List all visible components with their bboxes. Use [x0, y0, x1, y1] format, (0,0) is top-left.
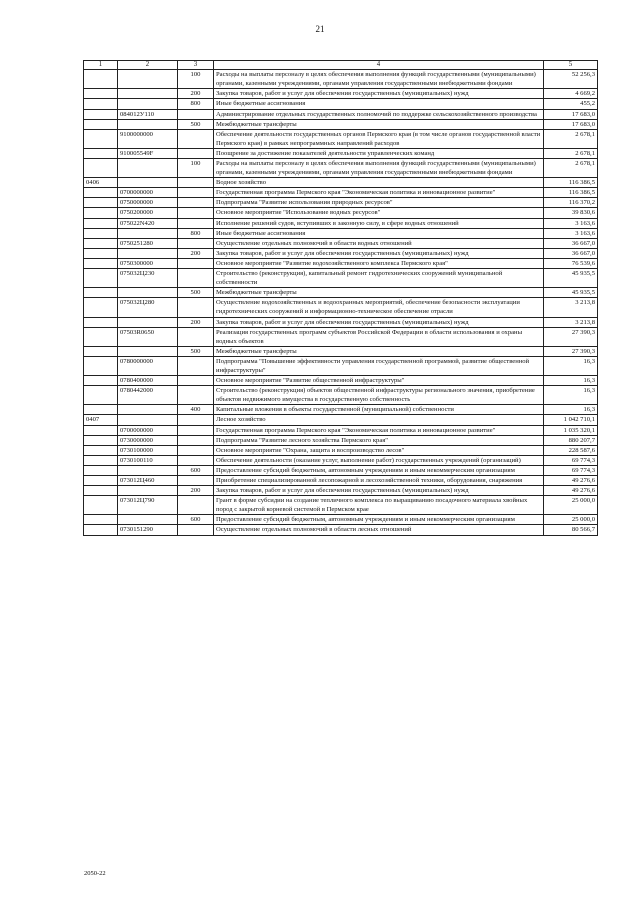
description: Иные бюджетные ассигнования [214, 99, 544, 109]
table-row [84, 376, 598, 386]
table-row [84, 425, 598, 435]
expense-type [178, 198, 214, 208]
description: Приобретение специализированной лесопожарной и лесохозяйственной техники, оборудования, снаряжения [214, 476, 544, 486]
target-code: 075032Ц280 [118, 298, 178, 317]
section-code [84, 129, 118, 148]
target-code [118, 515, 178, 525]
description: Предоставление субсидий бюджетным, автономным учреждениям и иным некоммерческим организациям [214, 465, 544, 475]
target-code: 0780000000 [118, 356, 178, 375]
target-code: 0750000000 [118, 198, 178, 208]
table-row [84, 109, 598, 119]
target-code: 075032Ц230 [118, 269, 178, 288]
section-code [84, 188, 118, 198]
section-code [84, 248, 118, 258]
description: Исполнение решений судов, вступивших в законную силу, в сфере водных отношений [214, 218, 544, 228]
table-row [84, 327, 598, 346]
expense-type [178, 525, 214, 535]
amount: 455,2 [544, 99, 598, 109]
expense-type: 200 [178, 248, 214, 258]
section-code [84, 425, 118, 435]
expense-type [178, 258, 214, 268]
amount: 16,3 [544, 376, 598, 386]
target-code [118, 99, 178, 109]
description: Осуществление водохозяйственных и водоохранных мероприятий, обеспечение безопасности эксплуатации гидротехнических сооружений и информационно-техническое обеспечение отрасли [214, 298, 544, 317]
section-code [84, 148, 118, 158]
target-code: 073012Ц790 [118, 496, 178, 515]
section-code [84, 476, 118, 486]
target-code: 075022N420 [118, 218, 178, 228]
page-number: 21 [315, 24, 325, 34]
description: Грант в форме субсидии на создание тепличного комплекса по выращиванию посадочного материала хвойных пород с закрытой корневой системой в Пермском крае [214, 496, 544, 515]
section-code [84, 376, 118, 386]
expense-type [178, 298, 214, 317]
table-row [84, 198, 598, 208]
table-row [84, 455, 598, 465]
section-code: 0406 [84, 178, 118, 188]
amount: 2 678,1 [544, 129, 598, 148]
expense-type [178, 386, 214, 405]
expense-type [178, 415, 214, 425]
description: Подпрограмма "Развитие использования природных ресурсов" [214, 198, 544, 208]
description: Расходы на выплаты персоналу в целях обеспечения выполнения функций государственными (муниципальными) органами, казенными учреждениями, органами управления государственными внебюджетными фондами [214, 159, 544, 178]
target-code: 0700000000 [118, 425, 178, 435]
target-code [118, 178, 178, 188]
section-code [84, 496, 118, 515]
expense-type: 100 [178, 159, 214, 178]
target-code: 07503R0650 [118, 327, 178, 346]
expense-type: 500 [178, 119, 214, 129]
table-row [84, 496, 598, 515]
amount: 1 042 710,1 [544, 415, 598, 425]
expense-type [178, 445, 214, 455]
section-code [84, 159, 118, 178]
expense-type [178, 148, 214, 158]
table-row [84, 238, 598, 248]
section-code [84, 486, 118, 496]
description: Закупка товаров, работ и услуг для обеспечения государственных (муниципальных) нужд [214, 89, 544, 99]
header-col-3: 3 [178, 61, 214, 70]
expense-type: 800 [178, 99, 214, 109]
table-row [84, 445, 598, 455]
description: Поощрение за достижение показателей деятельности управленческих команд [214, 148, 544, 158]
expense-type [178, 109, 214, 119]
target-code: 0700000000 [118, 188, 178, 198]
amount: 36 667,0 [544, 238, 598, 248]
expense-type: 600 [178, 515, 214, 525]
target-code [118, 288, 178, 298]
description: Основное мероприятие "Развитие общественной инфраструктуры" [214, 376, 544, 386]
description: Закупка товаров, работ и услуг для обеспечения государственных (муниципальных) нужд [214, 317, 544, 327]
table-row [84, 269, 598, 288]
expense-type [178, 238, 214, 248]
target-code [118, 159, 178, 178]
target-code: 0750300000 [118, 258, 178, 268]
table-row [84, 70, 598, 89]
expense-type: 200 [178, 317, 214, 327]
target-code: 0780400000 [118, 376, 178, 386]
expense-type: 200 [178, 89, 214, 99]
section-code [84, 346, 118, 356]
section-code [84, 435, 118, 445]
amount: 17 683,0 [544, 109, 598, 119]
target-code: 0780442000 [118, 386, 178, 405]
amount: 45 935,5 [544, 288, 598, 298]
amount: 3 213,8 [544, 317, 598, 327]
target-code [118, 346, 178, 356]
amount: 49 276,6 [544, 476, 598, 486]
amount: 228 587,6 [544, 445, 598, 455]
amount: 3 163,6 [544, 218, 598, 228]
table-row [84, 415, 598, 425]
section-code [84, 515, 118, 525]
description: Администрирование отдельных государственных полномочий по поддержке сельскохозяйственного производства [214, 109, 544, 119]
table-row [84, 356, 598, 375]
section-code [84, 445, 118, 455]
description: Осуществление отдельных полномочий в области лесных отношений [214, 525, 544, 535]
section-code [84, 317, 118, 327]
header-col-1: 1 [84, 61, 118, 70]
amount: 80 566,7 [544, 525, 598, 535]
description: Основное мероприятие "Использование водных ресурсов" [214, 208, 544, 218]
target-code: 084012У110 [118, 109, 178, 119]
description: Осуществление отдельных полномочий в области водных отношений [214, 238, 544, 248]
section-code [84, 405, 118, 415]
expense-type [178, 178, 214, 188]
description: Обеспечение деятельности государственных органов Пермского края (в том числе органов государственной власти Пермского края) в рамках непрограммных направлений расходов [214, 129, 544, 148]
section-code [84, 218, 118, 228]
section-code [84, 89, 118, 99]
amount: 69 774,3 [544, 455, 598, 465]
expense-type: 500 [178, 346, 214, 356]
description: Подпрограмма "Повышение эффективности управления государственной программой, развитие общественной инфраструктуры" [214, 356, 544, 375]
target-code: 073012Ц460 [118, 476, 178, 486]
table-row [84, 486, 598, 496]
description: Капитальные вложения в объекты государственной (муниципальной) собственности [214, 405, 544, 415]
target-code: 0730100110 [118, 455, 178, 465]
description: Межбюджетные трансферты [214, 119, 544, 129]
table-row [84, 129, 598, 148]
amount: 16,3 [544, 356, 598, 375]
description: Основное мероприятие "Развитие водохозяйственного комплекса Пермского края" [214, 258, 544, 268]
expense-type: 400 [178, 405, 214, 415]
description: Расходы на выплаты персоналу в целях обеспечения выполнения функций государственными (муниципальными) органами, казенными учреждениями, органами управления государственными внебюджетными фондами [214, 70, 544, 89]
section-code [84, 455, 118, 465]
table-body [84, 70, 598, 535]
amount: 49 276,6 [544, 486, 598, 496]
amount: 36 667,0 [544, 248, 598, 258]
header-col-5: 5 [544, 61, 598, 70]
amount: 4 669,2 [544, 89, 598, 99]
amount: 52 256,3 [544, 70, 598, 89]
amount: 2 678,1 [544, 148, 598, 158]
header-col-2: 2 [118, 61, 178, 70]
amount: 880 207,7 [544, 435, 598, 445]
amount: 25 000,0 [544, 515, 598, 525]
section-code [84, 327, 118, 346]
description: Водное хозяйство [214, 178, 544, 188]
expense-type [178, 327, 214, 346]
table-row [84, 178, 598, 188]
section-code [84, 198, 118, 208]
target-code: 9100000000 [118, 129, 178, 148]
expense-type: 600 [178, 465, 214, 475]
table-row [84, 89, 598, 99]
expense-type [178, 455, 214, 465]
description: Государственная программа Пермского края "Экономическая политика и инновационное развитие" [214, 188, 544, 198]
expense-type [178, 376, 214, 386]
description: Предоставление субсидий бюджетным, автономным учреждениям и иным некоммерческим организациям [214, 515, 544, 525]
description: Обеспечение деятельности (оказание услуг, выполнение работ) государственных учреждений (организаций) [214, 455, 544, 465]
table-row [84, 258, 598, 268]
amount: 27 390,3 [544, 327, 598, 346]
amount: 39 830,6 [544, 208, 598, 218]
expense-type [178, 496, 214, 515]
target-code [118, 486, 178, 496]
table-row [84, 405, 598, 415]
table-row [84, 346, 598, 356]
expense-type [178, 435, 214, 445]
amount: 76 539,6 [544, 258, 598, 268]
amount: 25 000,0 [544, 496, 598, 515]
amount: 3 213,8 [544, 298, 598, 317]
target-code [118, 465, 178, 475]
table-header [84, 61, 598, 70]
amount: 116 386,5 [544, 188, 598, 198]
expense-type [178, 188, 214, 198]
description: Государственная программа Пермского края "Экономическая политика и инновационное развитие" [214, 425, 544, 435]
expense-type [178, 425, 214, 435]
table-row [84, 218, 598, 228]
description: Строительство (реконструкция), капитальный ремонт гидротехнических сооружений муниципальной собственности [214, 269, 544, 288]
section-code [84, 356, 118, 375]
target-code [118, 317, 178, 327]
amount: 17 683,0 [544, 119, 598, 129]
table-row [84, 208, 598, 218]
description: Закупка товаров, работ и услуг для обеспечения государственных (муниципальных) нужд [214, 486, 544, 496]
table-row [84, 119, 598, 129]
table-row [84, 435, 598, 445]
expense-type [178, 269, 214, 288]
section-code [84, 119, 118, 129]
table-row [84, 298, 598, 317]
section-code [84, 228, 118, 238]
section-code: 0407 [84, 415, 118, 425]
table-row [84, 99, 598, 109]
target-code [118, 415, 178, 425]
budget-table [83, 60, 598, 536]
expense-type: 100 [178, 70, 214, 89]
description: Строительство (реконструкция) объектов общественной инфраструктуры регионального значения, приобретение объектов недвижимого имущества в государственную собственность [214, 386, 544, 405]
table-row [84, 288, 598, 298]
section-code [84, 208, 118, 218]
table-row [84, 386, 598, 405]
expense-type [178, 476, 214, 486]
target-code [118, 248, 178, 258]
target-code [118, 405, 178, 415]
table-row [84, 515, 598, 525]
amount: 69 774,3 [544, 465, 598, 475]
table-row [84, 476, 598, 486]
section-code [84, 99, 118, 109]
section-code [84, 465, 118, 475]
amount: 1 035 320,1 [544, 425, 598, 435]
header-col-4: 4 [214, 61, 544, 70]
section-code [84, 386, 118, 405]
expense-type [178, 356, 214, 375]
section-code [84, 238, 118, 248]
amount: 45 935,5 [544, 269, 598, 288]
table-row [84, 317, 598, 327]
section-code [84, 258, 118, 268]
target-code [118, 119, 178, 129]
target-code [118, 89, 178, 99]
table-row [84, 248, 598, 258]
amount: 16,3 [544, 386, 598, 405]
amount: 16,3 [544, 405, 598, 415]
description: Реализация государственных программ субъектов Российской Федерации в области использования и охраны водных объектов [214, 327, 544, 346]
description: Иные бюджетные ассигнования [214, 228, 544, 238]
target-code: 0730151290 [118, 525, 178, 535]
section-code [84, 525, 118, 535]
expense-type [178, 208, 214, 218]
section-code [84, 298, 118, 317]
description: Закупка товаров, работ и услуг для обеспечения государственных (муниципальных) нужд [214, 248, 544, 258]
footer-code: 2050-22 [84, 870, 106, 877]
table-row [84, 148, 598, 158]
table-row [84, 525, 598, 535]
description: Лесное хозяйство [214, 415, 544, 425]
expense-type [178, 129, 214, 148]
target-code: 0750251280 [118, 238, 178, 248]
description: Межбюджетные трансферты [214, 288, 544, 298]
target-code [118, 228, 178, 238]
target-code: 910005549F [118, 148, 178, 158]
target-code [118, 70, 178, 89]
description: Межбюджетные трансферты [214, 346, 544, 356]
section-code [84, 70, 118, 89]
amount: 3 163,6 [544, 228, 598, 238]
table-row [84, 465, 598, 475]
table-row [84, 188, 598, 198]
section-code [84, 269, 118, 288]
table-row [84, 159, 598, 178]
amount: 116 370,2 [544, 198, 598, 208]
description: Основное мероприятие "Охрана, защита и воспроизводство лесов" [214, 445, 544, 455]
expense-type [178, 218, 214, 228]
expense-type: 500 [178, 288, 214, 298]
amount: 27 390,3 [544, 346, 598, 356]
table-row [84, 228, 598, 238]
section-code [84, 109, 118, 119]
target-code: 0730100000 [118, 445, 178, 455]
amount: 2 678,1 [544, 159, 598, 178]
section-code [84, 288, 118, 298]
amount: 116 386,5 [544, 178, 598, 188]
target-code: 0750200000 [118, 208, 178, 218]
expense-type: 800 [178, 228, 214, 238]
description: Подпрограмма "Развитие лесного хозяйства Пермского края" [214, 435, 544, 445]
expense-type: 200 [178, 486, 214, 496]
target-code: 0730000000 [118, 435, 178, 445]
